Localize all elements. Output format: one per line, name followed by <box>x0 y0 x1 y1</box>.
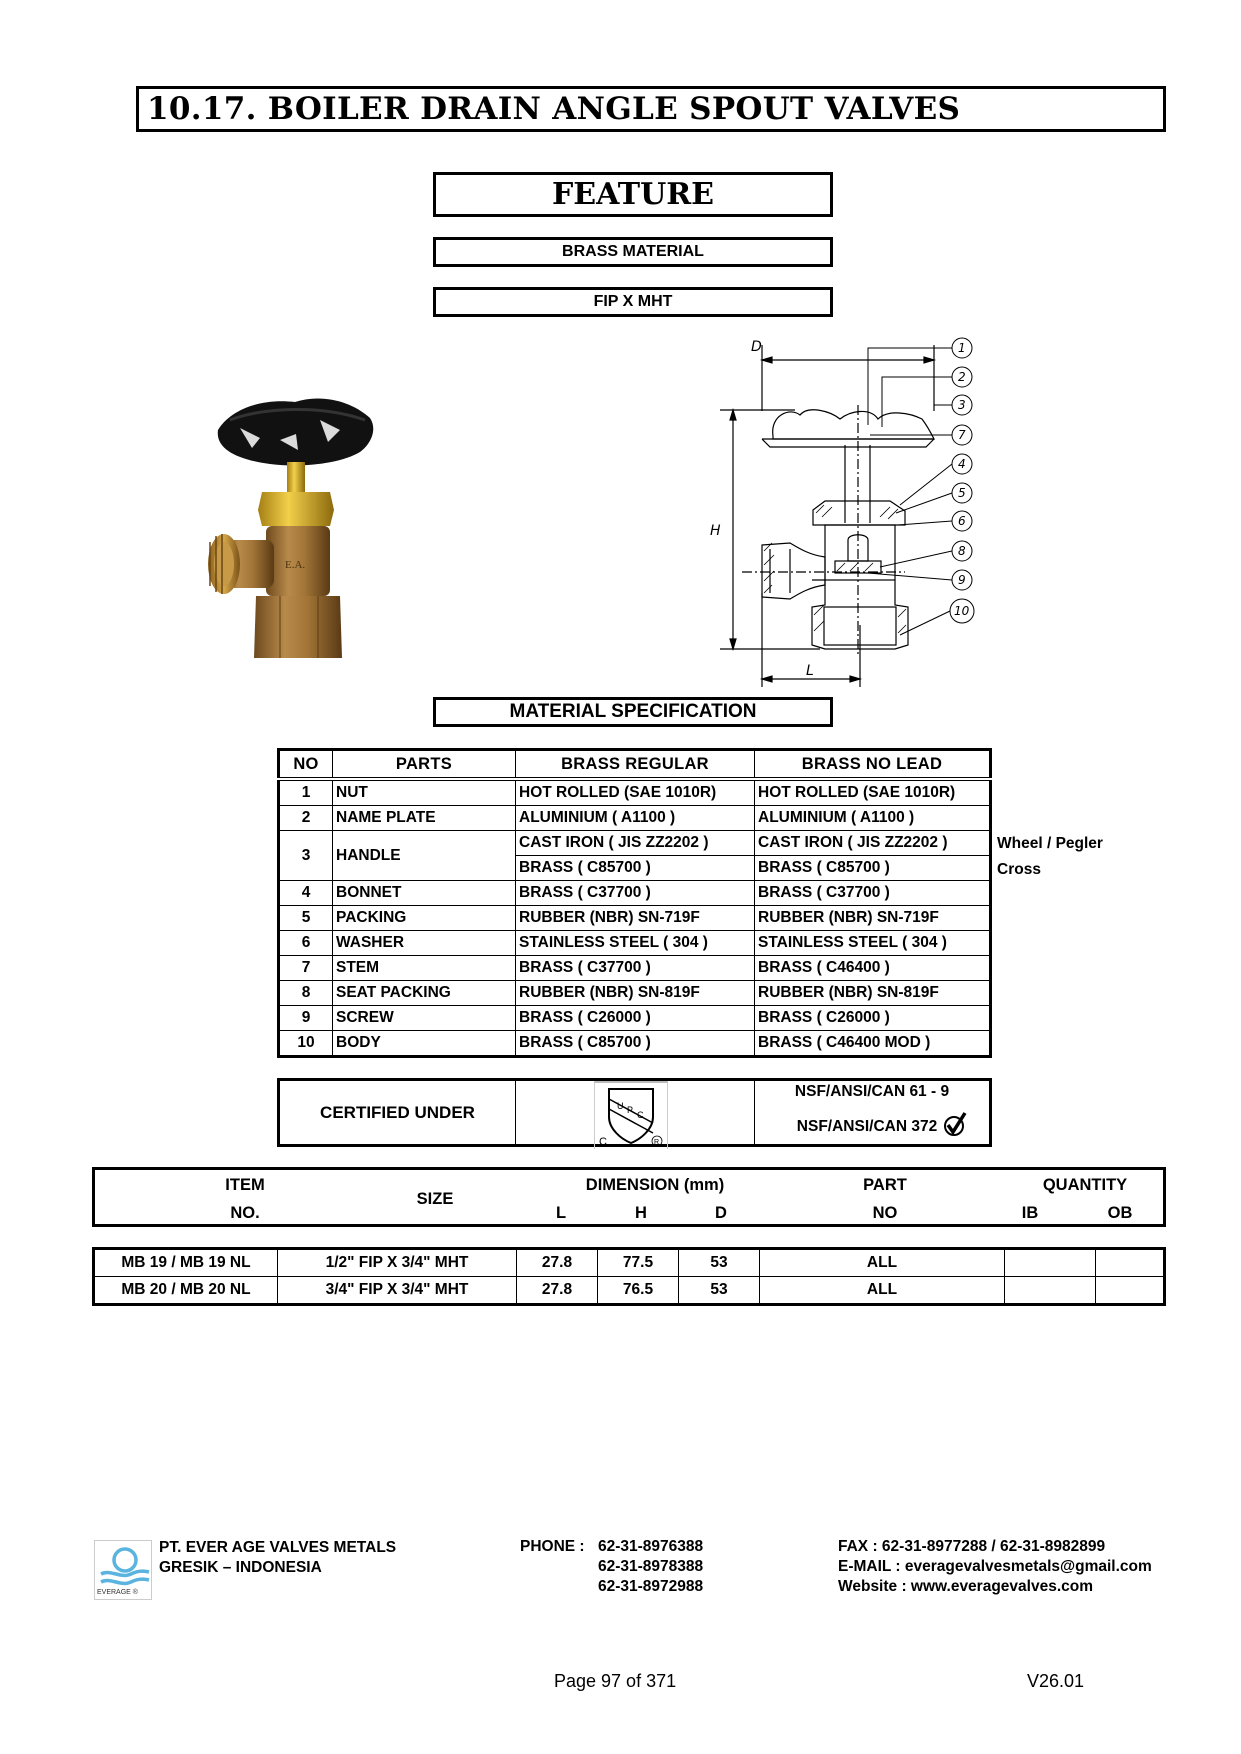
cell-size: 1/2" FIP X 3/4" MHT <box>278 1249 517 1277</box>
cell-no-lead: BRASS ( C37700 ) <box>755 881 991 906</box>
cell-part: NUT <box>333 779 516 806</box>
cell-no: 9 <box>279 1006 333 1031</box>
header-dim-h: H <box>635 1204 647 1222</box>
table-row <box>94 1249 1165 1277</box>
cell-regular: RUBBER (NBR) SN-719F <box>516 906 755 931</box>
cell-no-lead: RUBBER (NBR) SN-719F <box>755 906 991 931</box>
cell-part-no: ALL <box>760 1249 1005 1277</box>
svg-text:R: R <box>654 1139 660 1146</box>
cell-no-lead: ALUMINIUM ( A1100 ) <box>755 806 991 831</box>
cell-no: 2 <box>279 806 333 831</box>
svg-text:4: 4 <box>958 457 966 471</box>
table-row <box>94 1277 1165 1305</box>
cell-no-lead: RUBBER (NBR) SN-819F <box>755 981 991 1006</box>
section-title: 10.17. BOILER DRAIN ANGLE SPOUT VALVES <box>147 91 961 127</box>
cell-ob <box>1096 1249 1165 1277</box>
svg-text:1: 1 <box>958 341 966 355</box>
upc-logo-cell <box>516 1081 755 1148</box>
feature-brass-material: BRASS MATERIAL <box>433 237 833 267</box>
cell-size: 3/4" FIP X 3/4" MHT <box>278 1277 517 1305</box>
website-link[interactable]: Website : www.everagevalves.com <box>838 1578 1094 1595</box>
product-photo <box>200 390 410 665</box>
certification-standards <box>755 1081 989 1144</box>
cell-part: WASHER <box>333 931 516 956</box>
cell-no: 10 <box>279 1031 333 1057</box>
cell-regular: BRASS ( C85700 ) <box>516 856 755 881</box>
table-row <box>279 1031 991 1057</box>
cell-item: MB 20 / MB 20 NL <box>94 1277 278 1305</box>
cell-no: 1 <box>279 779 333 806</box>
table-row <box>279 831 991 856</box>
svg-text:8: 8 <box>958 544 966 558</box>
table-row <box>279 779 991 806</box>
cell-no-lead: BRASS ( C46400 ) <box>755 956 991 981</box>
cell-regular: ALUMINIUM ( A1100 ) <box>516 806 755 831</box>
page-number: Page 97 of 371 <box>554 1671 677 1691</box>
upc-text: U <box>617 1101 624 1111</box>
cell-h: 77.5 <box>598 1249 679 1277</box>
svg-text:10: 10 <box>954 604 970 618</box>
checkmark-icon <box>943 1111 967 1142</box>
upc-logo-icon <box>594 1081 668 1149</box>
svg-text:C: C <box>599 1136 607 1148</box>
table-row <box>279 906 991 931</box>
table-row <box>279 881 991 906</box>
header-ob: OB <box>1107 1204 1133 1222</box>
document-version: V26.01 <box>1027 1671 1085 1691</box>
cell-h: 76.5 <box>598 1277 679 1305</box>
cell-regular: BRASS ( C37700 ) <box>516 956 755 981</box>
standard-nsf-372: NSF/ANSI/CAN 372 <box>796 1117 938 1135</box>
table-header-row <box>279 750 991 780</box>
header-dimension: DIMENSION (mm) <box>585 1176 725 1194</box>
cell-l: 27.8 <box>517 1249 598 1277</box>
svg-text:D: D <box>751 339 762 355</box>
header-item-no: NO. <box>230 1204 260 1222</box>
cell-ib <box>1005 1277 1096 1305</box>
cell-regular: BRASS ( C37700 ) <box>516 881 755 906</box>
cell-part: STEM <box>333 956 516 981</box>
header-quantity: QUANTITY <box>1042 1176 1128 1194</box>
phone-2: 62-31-8978388 <box>598 1558 704 1575</box>
cell-no: 8 <box>279 981 333 1006</box>
feature-connection-type: FIP X MHT <box>433 287 833 317</box>
header-dim-l: L <box>555 1204 567 1222</box>
svg-text:5: 5 <box>958 486 966 500</box>
cell-regular: STAINLESS STEEL ( 304 ) <box>516 931 755 956</box>
header-dim-d: D <box>715 1204 727 1222</box>
cell-d: 53 <box>679 1249 760 1277</box>
svg-text:7: 7 <box>958 428 966 442</box>
svg-text:P: P <box>627 1105 634 1115</box>
cell-part: SEAT PACKING <box>333 981 516 1006</box>
table-row <box>279 981 991 1006</box>
section-title-box <box>136 86 1166 132</box>
cell-ob <box>1096 1277 1165 1305</box>
cell-d: 53 <box>679 1277 760 1305</box>
cell-no: 7 <box>279 956 333 981</box>
cell-regular: HOT ROLLED (SAE 1010R) <box>516 779 755 806</box>
cell-regular: BRASS ( C26000 ) <box>516 1006 755 1031</box>
logo-caption: EVERAGE ® <box>97 1589 138 1596</box>
cell-no: 5 <box>279 906 333 931</box>
svg-text:6: 6 <box>958 514 966 528</box>
cell-no: 4 <box>279 881 333 906</box>
cell-regular: CAST IRON ( JIS ZZ2202 ) <box>516 831 755 856</box>
certification-box <box>277 1078 992 1147</box>
svg-text:H: H <box>710 523 721 539</box>
fax: FAX : 62-31-8977288 / 62-31-8982899 <box>838 1538 1106 1555</box>
cell-l: 27.8 <box>517 1277 598 1305</box>
cell-part: BONNET <box>333 881 516 906</box>
phone-3: 62-31-8972988 <box>598 1578 704 1595</box>
svg-text:2: 2 <box>958 370 966 384</box>
svg-text:L: L <box>806 663 814 679</box>
svg-text:9: 9 <box>958 573 966 587</box>
material-spec-table <box>277 748 992 1058</box>
table-row <box>279 1006 991 1031</box>
cell-regular: RUBBER (NBR) SN-819F <box>516 981 755 1006</box>
cell-no: 3 <box>279 831 333 881</box>
dimension-table-header <box>92 1167 1166 1227</box>
email-link[interactable]: E-MAIL : everagevalvesmetals@gmail.com <box>838 1558 1152 1575</box>
table-row <box>279 956 991 981</box>
header-part-no: NO <box>872 1204 898 1222</box>
svg-text:E.A.: E.A. <box>285 559 306 571</box>
cell-part: BODY <box>333 1031 516 1057</box>
table-row <box>279 931 991 956</box>
company-location: GRESIK – INDONESIA <box>159 1559 322 1576</box>
cell-item: MB 19 / MB 19 NL <box>94 1249 278 1277</box>
feature-heading: FEATURE <box>433 172 833 217</box>
cell-part: NAME PLATE <box>333 806 516 831</box>
col-header-brass-regular: BRASS REGULAR <box>516 750 755 780</box>
material-spec-heading: MATERIAL SPECIFICATION <box>433 697 833 727</box>
col-header-no: NO <box>279 750 333 780</box>
cell-no: 6 <box>279 931 333 956</box>
standard-nsf-61: NSF/ANSI/CAN 61 - 9 <box>794 1083 950 1100</box>
cell-no-lead: CAST IRON ( JIS ZZ2202 ) <box>755 831 991 856</box>
cell-part: SCREW <box>333 1006 516 1031</box>
cell-no-lead: HOT ROLLED (SAE 1010R) <box>755 779 991 806</box>
phone-label: PHONE : <box>520 1538 585 1555</box>
header-ib: IB <box>1021 1204 1039 1222</box>
cell-no-lead: BRASS ( C46400 MOD ) <box>755 1031 991 1057</box>
cell-regular: BRASS ( C85700 ) <box>516 1031 755 1057</box>
technical-drawing <box>700 335 1000 687</box>
col-header-brass-no-lead: BRASS NO LEAD <box>755 750 991 780</box>
cell-part: HANDLE <box>333 831 516 881</box>
phone-1: 62-31-8976388 <box>598 1538 704 1555</box>
everage-logo <box>94 1540 152 1600</box>
certified-under-label: CERTIFIED UNDER <box>280 1081 516 1144</box>
handle-note-wheel: Wheel / Pegler <box>997 835 1103 852</box>
cell-ib <box>1005 1249 1096 1277</box>
table-row <box>279 806 991 831</box>
dimension-table <box>92 1247 1166 1306</box>
company-name: PT. EVER AGE VALVES METALS <box>159 1539 397 1556</box>
svg-text:C: C <box>637 1110 644 1120</box>
header-item: ITEM <box>225 1176 265 1194</box>
cell-no-lead: STAINLESS STEEL ( 304 ) <box>755 931 991 956</box>
header-part: PART <box>863 1176 907 1194</box>
cell-part-no: ALL <box>760 1277 1005 1305</box>
cell-no-lead: BRASS ( C85700 ) <box>755 856 991 881</box>
svg-text:3: 3 <box>958 398 966 412</box>
col-header-parts: PARTS <box>333 750 516 780</box>
cell-no-lead: BRASS ( C26000 ) <box>755 1006 991 1031</box>
header-size: SIZE <box>416 1190 454 1208</box>
cell-part: PACKING <box>333 906 516 931</box>
handle-note-cross: Cross <box>997 861 1041 878</box>
